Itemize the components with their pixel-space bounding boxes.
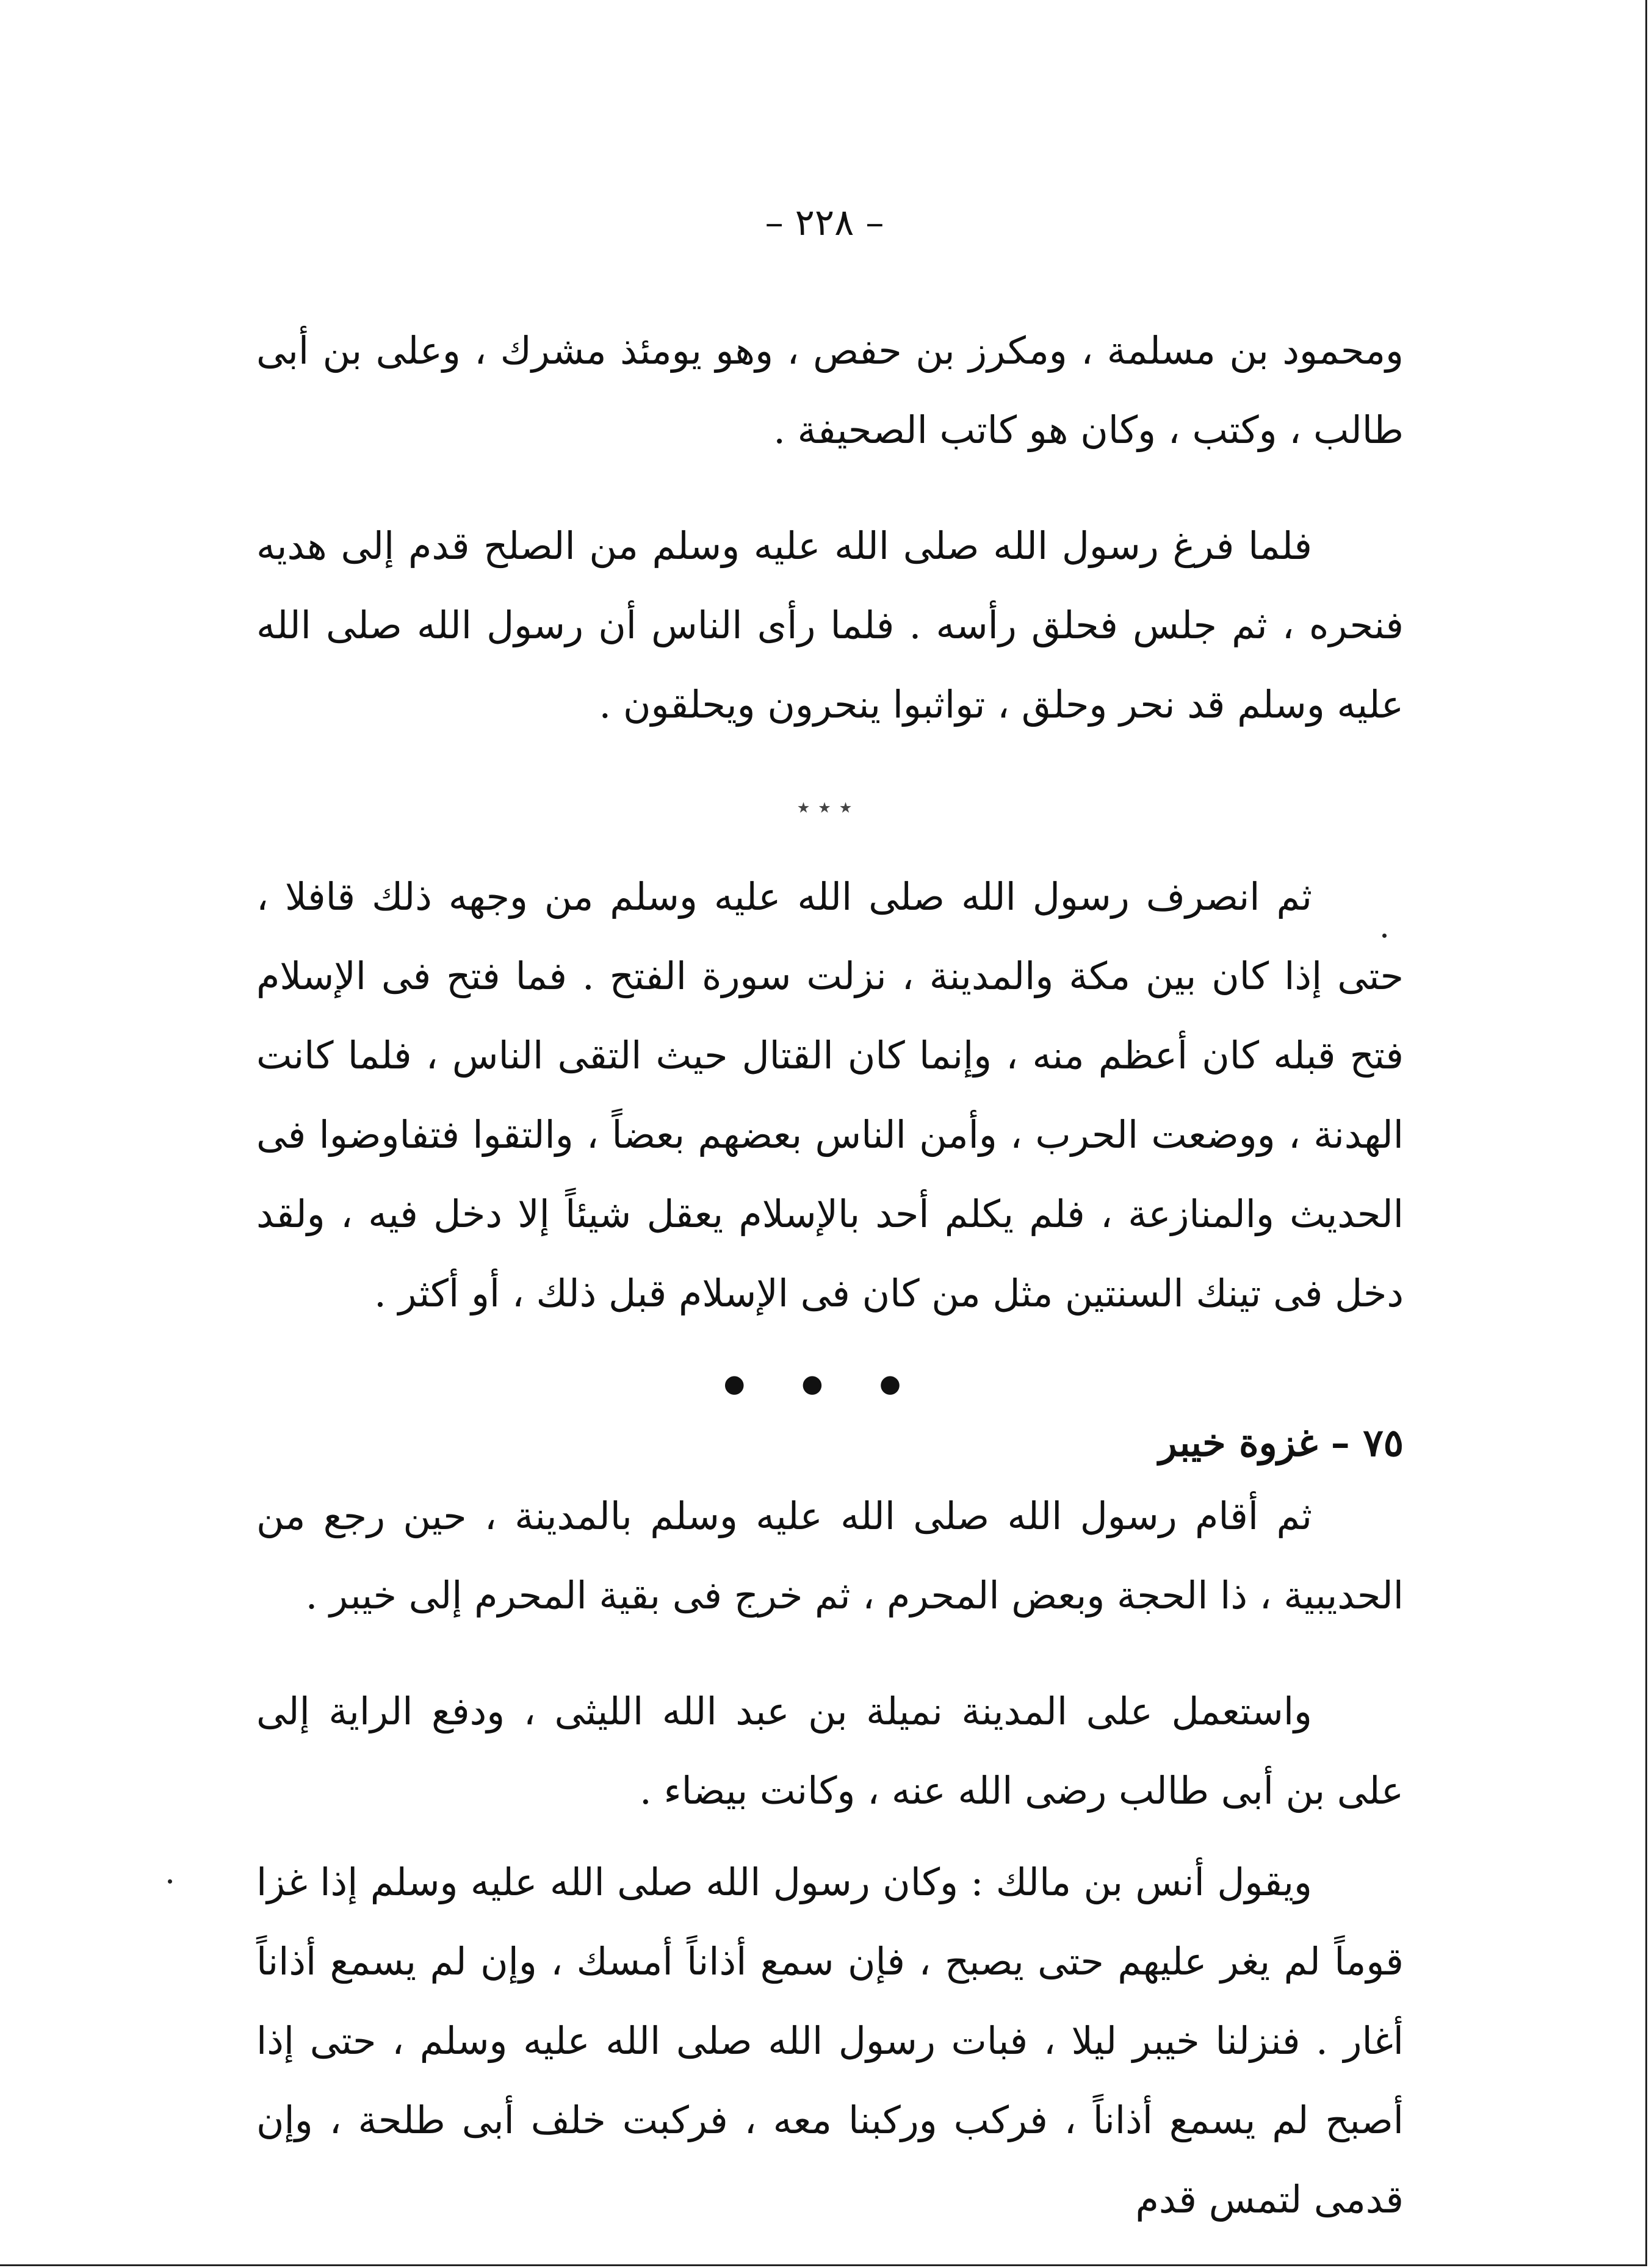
paragraph-3: [256, 857, 1404, 1333]
paragraph-5-text: واستعمل على المدينة نميلة بن عبد الله الليثى ، ودفع الراية إلى على بن أبى طالب رضى الله عنه ، وكانت بيضاء .: [256, 1689, 1404, 1813]
scan-speck: [168, 1879, 172, 1884]
section-separator-1: ٭ ٭ ٭: [796, 793, 853, 821]
paragraph-6-text: ويقول أنس بن مالك : وكان رسول الله صلى الله عليه وسلم إذا غزا قوماً لم يغر عليهم حتى يصبح ، فإن سمع أذاناً أمسك ، وإن لم يسمع أذاناً أغار . فنزلنا خيبر ليلا ، فبات رسول الله صلى الله عليه وسلم ، حتى إذا أصبح لم يسمع أذاناً ، فركب وركبنا معه ، فركبت خلف أبى طلحة ، وإن قدمى لتمس قدم: [256, 1860, 1404, 2222]
paragraph-4-text: ثم أقام رسول الله صلى الله عليه وسلم بالمدينة ، حين رجع من الحديبية ، ذا الحجة وبعض المحرم ، ثم خرج فى بقية المحرم إلى خيبر .: [256, 1494, 1404, 1618]
scan-speck: [1382, 934, 1387, 938]
paragraph-2-text: فلما فرغ رسول الله صلى الله عليه وسلم من الصلح قدم إلى هديه فنحره ، ثم جلس فحلق رأسه . فلما رأى الناس أن رسول الله صلى الله عليه وسلم قد نحر وحلق ، تواثبوا ينحرون ويحلقون .: [256, 524, 1404, 727]
paragraph-3-text: ثم انصرف رسول الله صلى الله عليه وسلم من وجهه ذلك قافلا ، حتى إذا كان بين مكة والمدينة ، نزلت سورة الفتح . فما فتح فى الإسلام فتح قبله كان أعظم منه ، وإنما كان القتال حيث التقى الناس ، فلما كانت الهدنة ، ووضعت الحرب ، وأمن الناس بعضهم بعضاً ، والتقوا فتفاوضوا فى الحديث والمنازعة ، فلم يكلم أحد بالإسلام يعقل شيئاً إلا دخل فيه ، ولقد دخل فى تينك السنتين مثل من كان فى الإسلام قبل ذلك ، أو أكثر .: [256, 874, 1404, 1316]
paragraph-4: [256, 1477, 1404, 1635]
paragraph-1: [256, 311, 1404, 470]
section-heading: ٧٥ – غزوة خيبر: [1158, 1420, 1404, 1465]
paragraph-6: [256, 1843, 1404, 2239]
paragraph-2: [256, 506, 1404, 744]
paragraph-5: [256, 1672, 1404, 1831]
page-number: – ٢٢٨ –: [765, 201, 884, 244]
paragraph-1-text: ومحمود بن مسلمة ، ومكرز بن حفص ، وهو يومئذ مشرك ، وعلى بن أبى طالب ، وكتب ، وكان هو كاتب الصحيفة .: [256, 328, 1404, 452]
section-separator-2: ● ● ●: [723, 1370, 926, 1398]
